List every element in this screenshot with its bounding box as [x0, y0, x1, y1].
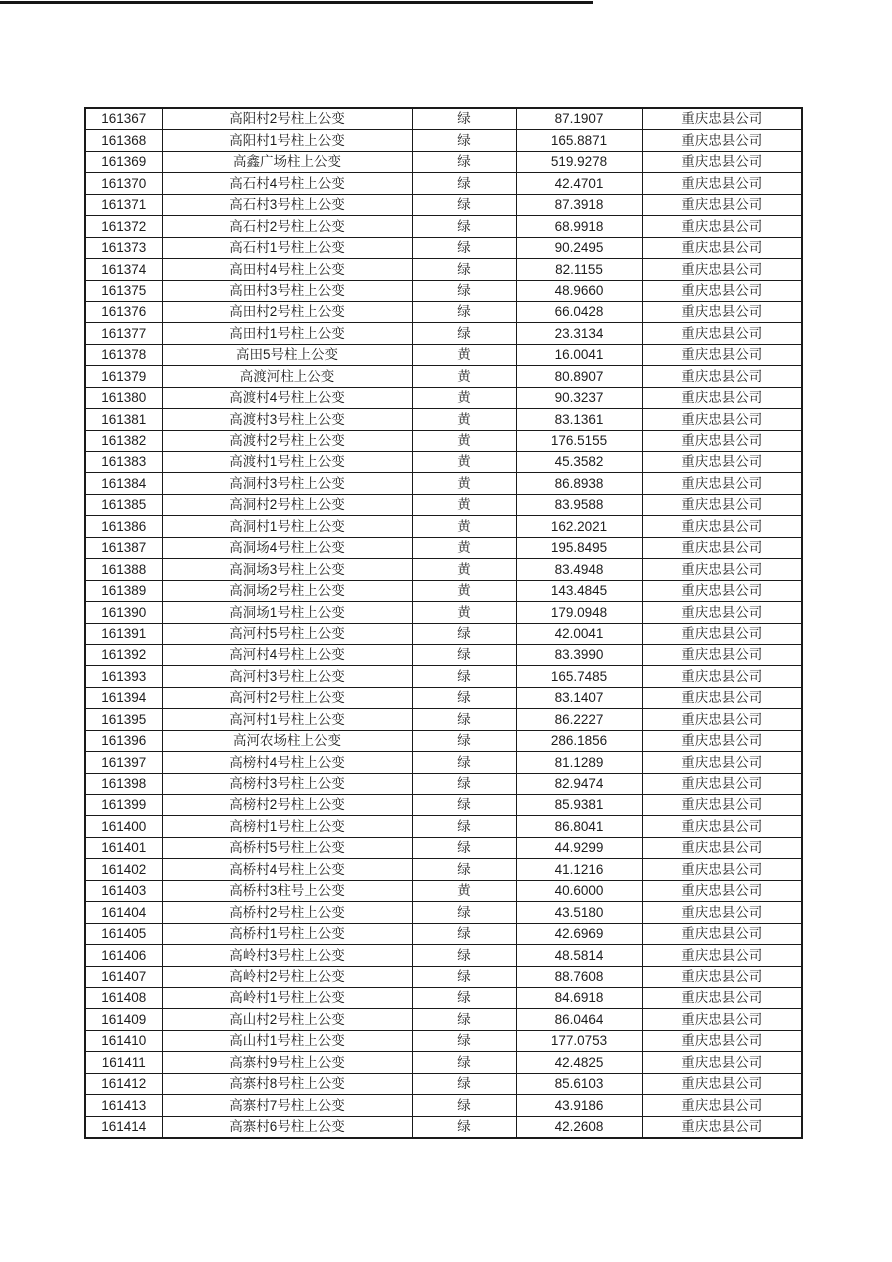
cell-company: 重庆忠县公司 — [642, 816, 802, 837]
cell-company: 重庆忠县公司 — [642, 130, 802, 151]
cell-status: 黄 — [412, 430, 516, 451]
cell-value: 85.6103 — [516, 1073, 642, 1094]
cell-company: 重庆忠县公司 — [642, 473, 802, 494]
cell-id: 161381 — [85, 409, 162, 430]
cell-id: 161388 — [85, 559, 162, 580]
table-row — [85, 151, 802, 172]
cell-status: 绿 — [412, 730, 516, 751]
cell-value: 83.1407 — [516, 687, 642, 708]
cell-company: 重庆忠县公司 — [642, 1116, 802, 1138]
cell-name: 高田村3号柱上公变 — [162, 280, 412, 301]
cell-status: 绿 — [412, 1095, 516, 1116]
cell-status: 绿 — [412, 795, 516, 816]
cell-name: 高河村1号柱上公变 — [162, 709, 412, 730]
cell-name: 高渡村4号柱上公变 — [162, 387, 412, 408]
cell-company: 重庆忠县公司 — [642, 194, 802, 215]
cell-company: 重庆忠县公司 — [642, 730, 802, 751]
cell-company: 重庆忠县公司 — [642, 1073, 802, 1094]
cell-status: 绿 — [412, 687, 516, 708]
cell-id: 161405 — [85, 923, 162, 944]
cell-id: 161382 — [85, 430, 162, 451]
cell-value: 83.3990 — [516, 644, 642, 665]
cell-name: 高洞场1号柱上公变 — [162, 602, 412, 623]
table-row — [85, 494, 802, 515]
cell-value: 165.7485 — [516, 666, 642, 687]
cell-id: 161377 — [85, 323, 162, 344]
table-row — [85, 452, 802, 473]
cell-name: 高石村3号柱上公变 — [162, 194, 412, 215]
cell-id: 161394 — [85, 687, 162, 708]
cell-status: 绿 — [412, 323, 516, 344]
cell-id: 161400 — [85, 816, 162, 837]
cell-company: 重庆忠县公司 — [642, 709, 802, 730]
cell-id: 161370 — [85, 173, 162, 194]
table-row — [85, 1030, 802, 1051]
cell-company: 重庆忠县公司 — [642, 602, 802, 623]
cell-name: 高河农场柱上公变 — [162, 730, 412, 751]
cell-name: 高田村2号柱上公变 — [162, 301, 412, 322]
cell-value: 48.5814 — [516, 945, 642, 966]
cell-status: 绿 — [412, 1052, 516, 1073]
table-row — [85, 987, 802, 1008]
cell-status: 绿 — [412, 752, 516, 773]
cell-company: 重庆忠县公司 — [642, 795, 802, 816]
table-row — [85, 259, 802, 280]
cell-value: 41.1216 — [516, 859, 642, 880]
cell-id: 161407 — [85, 966, 162, 987]
cell-name: 高阳村1号柱上公变 — [162, 130, 412, 151]
cell-id: 161402 — [85, 859, 162, 880]
cell-status: 黄 — [412, 537, 516, 558]
cell-company: 重庆忠县公司 — [642, 666, 802, 687]
table-row — [85, 945, 802, 966]
table-row — [85, 773, 802, 794]
cell-id: 161408 — [85, 987, 162, 1008]
cell-status: 绿 — [412, 945, 516, 966]
cell-id: 161378 — [85, 344, 162, 365]
cell-status: 绿 — [412, 108, 516, 130]
cell-status: 绿 — [412, 151, 516, 172]
cell-name: 高榜村4号柱上公变 — [162, 752, 412, 773]
cell-value: 162.2021 — [516, 516, 642, 537]
cell-status: 绿 — [412, 301, 516, 322]
cell-id: 161401 — [85, 837, 162, 858]
table-row — [85, 602, 802, 623]
table-row — [85, 516, 802, 537]
cell-id: 161403 — [85, 880, 162, 901]
cell-value: 81.1289 — [516, 752, 642, 773]
table-row — [85, 108, 802, 130]
cell-id: 161367 — [85, 108, 162, 130]
table-row — [85, 1116, 802, 1138]
cell-id: 161387 — [85, 537, 162, 558]
cell-company: 重庆忠县公司 — [642, 108, 802, 130]
cell-company: 重庆忠县公司 — [642, 644, 802, 665]
cell-id: 161385 — [85, 494, 162, 515]
cell-status: 绿 — [412, 837, 516, 858]
table-row — [85, 859, 802, 880]
table-row — [85, 409, 802, 430]
cell-status: 绿 — [412, 966, 516, 987]
cell-company: 重庆忠县公司 — [642, 301, 802, 322]
cell-name: 高桥村4号柱上公变 — [162, 859, 412, 880]
cell-status: 绿 — [412, 194, 516, 215]
cell-id: 161413 — [85, 1095, 162, 1116]
cell-company: 重庆忠县公司 — [642, 280, 802, 301]
cell-company: 重庆忠县公司 — [642, 452, 802, 473]
cell-value: 66.0428 — [516, 301, 642, 322]
table-row — [85, 623, 802, 644]
cell-name: 高洞场4号柱上公变 — [162, 537, 412, 558]
cell-value: 177.0753 — [516, 1030, 642, 1051]
cell-name: 高河村4号柱上公变 — [162, 644, 412, 665]
cell-name: 高渡村1号柱上公变 — [162, 452, 412, 473]
cell-value: 42.0041 — [516, 623, 642, 644]
cell-id: 161410 — [85, 1030, 162, 1051]
table-row — [85, 752, 802, 773]
cell-value: 82.1155 — [516, 259, 642, 280]
table-row — [85, 644, 802, 665]
cell-value: 84.6918 — [516, 987, 642, 1008]
cell-company: 重庆忠县公司 — [642, 173, 802, 194]
cell-name: 高洞村2号柱上公变 — [162, 494, 412, 515]
cell-name: 高桥村1号柱上公变 — [162, 923, 412, 944]
cell-id: 161384 — [85, 473, 162, 494]
cell-status: 绿 — [412, 923, 516, 944]
cell-id: 161389 — [85, 580, 162, 601]
cell-company: 重庆忠县公司 — [642, 1095, 802, 1116]
cell-name: 高石村1号柱上公变 — [162, 237, 412, 258]
cell-name: 高渡村2号柱上公变 — [162, 430, 412, 451]
cell-id: 161376 — [85, 301, 162, 322]
cell-id: 161404 — [85, 902, 162, 923]
cell-company: 重庆忠县公司 — [642, 259, 802, 280]
cell-value: 179.0948 — [516, 602, 642, 623]
table-row — [85, 816, 802, 837]
table-row — [85, 537, 802, 558]
cell-company: 重庆忠县公司 — [642, 366, 802, 387]
table-row — [85, 580, 802, 601]
cell-company: 重庆忠县公司 — [642, 880, 802, 901]
cell-company: 重庆忠县公司 — [642, 837, 802, 858]
cell-name: 高榜村1号柱上公变 — [162, 816, 412, 837]
cell-value: 43.5180 — [516, 902, 642, 923]
table-row — [85, 709, 802, 730]
cell-name: 高山村2号柱上公变 — [162, 1009, 412, 1030]
cell-value: 195.8495 — [516, 537, 642, 558]
table-row — [85, 795, 802, 816]
cell-status: 绿 — [412, 987, 516, 1008]
cell-name: 高寨村7号柱上公变 — [162, 1095, 412, 1116]
cell-status: 绿 — [412, 130, 516, 151]
cell-value: 90.2495 — [516, 237, 642, 258]
cell-name: 高石村4号柱上公变 — [162, 173, 412, 194]
cell-value: 45.3582 — [516, 452, 642, 473]
cell-company: 重庆忠县公司 — [642, 216, 802, 237]
cell-value: 80.8907 — [516, 366, 642, 387]
transformer-table — [84, 107, 803, 1139]
cell-id: 161373 — [85, 237, 162, 258]
cell-company: 重庆忠县公司 — [642, 1009, 802, 1030]
cell-name: 高田村1号柱上公变 — [162, 323, 412, 344]
cell-id: 161375 — [85, 280, 162, 301]
cell-company: 重庆忠县公司 — [642, 923, 802, 944]
cell-name: 高岭村3号柱上公变 — [162, 945, 412, 966]
table-row — [85, 366, 802, 387]
cell-company: 重庆忠县公司 — [642, 516, 802, 537]
cell-status: 黄 — [412, 580, 516, 601]
cell-value: 85.9381 — [516, 795, 642, 816]
cell-name: 高渡河柱上公变 — [162, 366, 412, 387]
cell-status: 黄 — [412, 494, 516, 515]
cell-value: 40.6000 — [516, 880, 642, 901]
cell-status: 绿 — [412, 709, 516, 730]
cell-name: 高岭村2号柱上公变 — [162, 966, 412, 987]
cell-name: 高山村1号柱上公变 — [162, 1030, 412, 1051]
cell-company: 重庆忠县公司 — [642, 945, 802, 966]
table-row — [85, 430, 802, 451]
table-row — [85, 687, 802, 708]
cell-company: 重庆忠县公司 — [642, 387, 802, 408]
cell-value: 87.1907 — [516, 108, 642, 130]
cell-id: 161386 — [85, 516, 162, 537]
cell-company: 重庆忠县公司 — [642, 237, 802, 258]
cell-company: 重庆忠县公司 — [642, 966, 802, 987]
cell-value: 68.9918 — [516, 216, 642, 237]
cell-company: 重庆忠县公司 — [642, 687, 802, 708]
table-row — [85, 1052, 802, 1073]
cell-name: 高洞村1号柱上公变 — [162, 516, 412, 537]
cell-value: 86.2227 — [516, 709, 642, 730]
cell-status: 绿 — [412, 816, 516, 837]
cell-name: 高寨村8号柱上公变 — [162, 1073, 412, 1094]
cell-id: 161411 — [85, 1052, 162, 1073]
cell-value: 16.0041 — [516, 344, 642, 365]
cell-id: 161395 — [85, 709, 162, 730]
table-row — [85, 194, 802, 215]
cell-value: 23.3134 — [516, 323, 642, 344]
cell-id: 161368 — [85, 130, 162, 151]
cell-company: 重庆忠县公司 — [642, 580, 802, 601]
table-row — [85, 923, 802, 944]
cell-name: 高寨村9号柱上公变 — [162, 1052, 412, 1073]
cell-status: 绿 — [412, 216, 516, 237]
cell-value: 82.9474 — [516, 773, 642, 794]
cell-status: 绿 — [412, 1009, 516, 1030]
cell-value: 44.9299 — [516, 837, 642, 858]
table-row — [85, 837, 802, 858]
cell-name: 高洞场3号柱上公变 — [162, 559, 412, 580]
cell-status: 黄 — [412, 452, 516, 473]
table-row — [85, 730, 802, 751]
cell-company: 重庆忠县公司 — [642, 430, 802, 451]
cell-status: 黄 — [412, 473, 516, 494]
cell-name: 高河村2号柱上公变 — [162, 687, 412, 708]
table-row — [85, 966, 802, 987]
cell-name: 高河村3号柱上公变 — [162, 666, 412, 687]
cell-name: 高阳村2号柱上公变 — [162, 108, 412, 130]
cell-name: 高桥村2号柱上公变 — [162, 902, 412, 923]
table-row — [85, 323, 802, 344]
transformer-table-body — [85, 108, 802, 1138]
cell-status: 黄 — [412, 602, 516, 623]
cell-company: 重庆忠县公司 — [642, 1030, 802, 1051]
table-row — [85, 130, 802, 151]
cell-status: 绿 — [412, 1116, 516, 1138]
cell-value: 86.8938 — [516, 473, 642, 494]
cell-name: 高榜村2号柱上公变 — [162, 795, 412, 816]
cell-id: 161412 — [85, 1073, 162, 1094]
table-row — [85, 1073, 802, 1094]
cell-id: 161380 — [85, 387, 162, 408]
cell-id: 161397 — [85, 752, 162, 773]
cell-company: 重庆忠县公司 — [642, 773, 802, 794]
table-row — [85, 902, 802, 923]
cell-value: 42.4825 — [516, 1052, 642, 1073]
table-row — [85, 666, 802, 687]
cell-name: 高洞村3号柱上公变 — [162, 473, 412, 494]
cell-company: 重庆忠县公司 — [642, 537, 802, 558]
cell-status: 绿 — [412, 280, 516, 301]
cell-name: 高田5号柱上公变 — [162, 344, 412, 365]
cell-id: 161372 — [85, 216, 162, 237]
table-row — [85, 216, 802, 237]
cell-status: 绿 — [412, 644, 516, 665]
table-row — [85, 280, 802, 301]
cell-id: 161399 — [85, 795, 162, 816]
table-row — [85, 473, 802, 494]
table-row — [85, 559, 802, 580]
cell-company: 重庆忠县公司 — [642, 494, 802, 515]
cell-name: 高榜村3号柱上公变 — [162, 773, 412, 794]
cell-status: 黄 — [412, 559, 516, 580]
cell-id: 161379 — [85, 366, 162, 387]
cell-value: 48.9660 — [516, 280, 642, 301]
cell-id: 161406 — [85, 945, 162, 966]
cell-name: 高洞场2号柱上公变 — [162, 580, 412, 601]
cell-value: 286.1856 — [516, 730, 642, 751]
cell-value: 176.5155 — [516, 430, 642, 451]
table-row — [85, 387, 802, 408]
cell-name: 高岭村1号柱上公变 — [162, 987, 412, 1008]
cell-name: 高石村2号柱上公变 — [162, 216, 412, 237]
cell-value: 86.0464 — [516, 1009, 642, 1030]
cell-company: 重庆忠县公司 — [642, 409, 802, 430]
cell-status: 黄 — [412, 516, 516, 537]
cell-company: 重庆忠县公司 — [642, 987, 802, 1008]
table-row — [85, 1009, 802, 1030]
cell-value: 519.9278 — [516, 151, 642, 172]
cell-name: 高渡村3号柱上公变 — [162, 409, 412, 430]
cell-id: 161391 — [85, 623, 162, 644]
cell-status: 绿 — [412, 173, 516, 194]
cell-company: 重庆忠县公司 — [642, 559, 802, 580]
cell-value: 42.6969 — [516, 923, 642, 944]
cell-value: 88.7608 — [516, 966, 642, 987]
cell-status: 绿 — [412, 237, 516, 258]
cell-value: 87.3918 — [516, 194, 642, 215]
cell-id: 161414 — [85, 1116, 162, 1138]
cell-value: 90.3237 — [516, 387, 642, 408]
cell-status: 黄 — [412, 880, 516, 901]
cell-company: 重庆忠县公司 — [642, 344, 802, 365]
cell-name: 高寨村6号柱上公变 — [162, 1116, 412, 1138]
cell-status: 绿 — [412, 666, 516, 687]
cell-value: 86.8041 — [516, 816, 642, 837]
cell-value: 43.9186 — [516, 1095, 642, 1116]
table-row — [85, 344, 802, 365]
cell-id: 161392 — [85, 644, 162, 665]
top-edge-line — [0, 1, 593, 4]
cell-status: 黄 — [412, 409, 516, 430]
cell-value: 83.9588 — [516, 494, 642, 515]
table-row — [85, 237, 802, 258]
cell-status: 绿 — [412, 902, 516, 923]
cell-company: 重庆忠县公司 — [642, 859, 802, 880]
cell-company: 重庆忠县公司 — [642, 151, 802, 172]
cell-value: 83.4948 — [516, 559, 642, 580]
cell-company: 重庆忠县公司 — [642, 1052, 802, 1073]
cell-value: 165.8871 — [516, 130, 642, 151]
cell-id: 161396 — [85, 730, 162, 751]
cell-status: 绿 — [412, 859, 516, 880]
cell-name: 高桥村5号柱上公变 — [162, 837, 412, 858]
cell-status: 黄 — [412, 387, 516, 408]
cell-value: 42.2608 — [516, 1116, 642, 1138]
cell-value: 83.1361 — [516, 409, 642, 430]
cell-status: 黄 — [412, 366, 516, 387]
table-row — [85, 880, 802, 901]
cell-status: 绿 — [412, 773, 516, 794]
cell-company: 重庆忠县公司 — [642, 323, 802, 344]
cell-company: 重庆忠县公司 — [642, 623, 802, 644]
table-row — [85, 1095, 802, 1116]
table-row — [85, 173, 802, 194]
cell-id: 161409 — [85, 1009, 162, 1030]
cell-id: 161393 — [85, 666, 162, 687]
cell-name: 高河村5号柱上公变 — [162, 623, 412, 644]
cell-name: 高田村4号柱上公变 — [162, 259, 412, 280]
cell-id: 161398 — [85, 773, 162, 794]
cell-company: 重庆忠县公司 — [642, 752, 802, 773]
cell-status: 黄 — [412, 344, 516, 365]
cell-id: 161390 — [85, 602, 162, 623]
cell-id: 161374 — [85, 259, 162, 280]
cell-id: 161371 — [85, 194, 162, 215]
cell-name: 高桥村3柱号上公变 — [162, 880, 412, 901]
cell-id: 161369 — [85, 151, 162, 172]
cell-value: 42.4701 — [516, 173, 642, 194]
cell-value: 143.4845 — [516, 580, 642, 601]
cell-status: 绿 — [412, 623, 516, 644]
cell-company: 重庆忠县公司 — [642, 902, 802, 923]
cell-status: 绿 — [412, 1073, 516, 1094]
table-row — [85, 301, 802, 322]
cell-name: 高鑫广场柱上公变 — [162, 151, 412, 172]
cell-id: 161383 — [85, 452, 162, 473]
cell-status: 绿 — [412, 1030, 516, 1051]
cell-status: 绿 — [412, 259, 516, 280]
